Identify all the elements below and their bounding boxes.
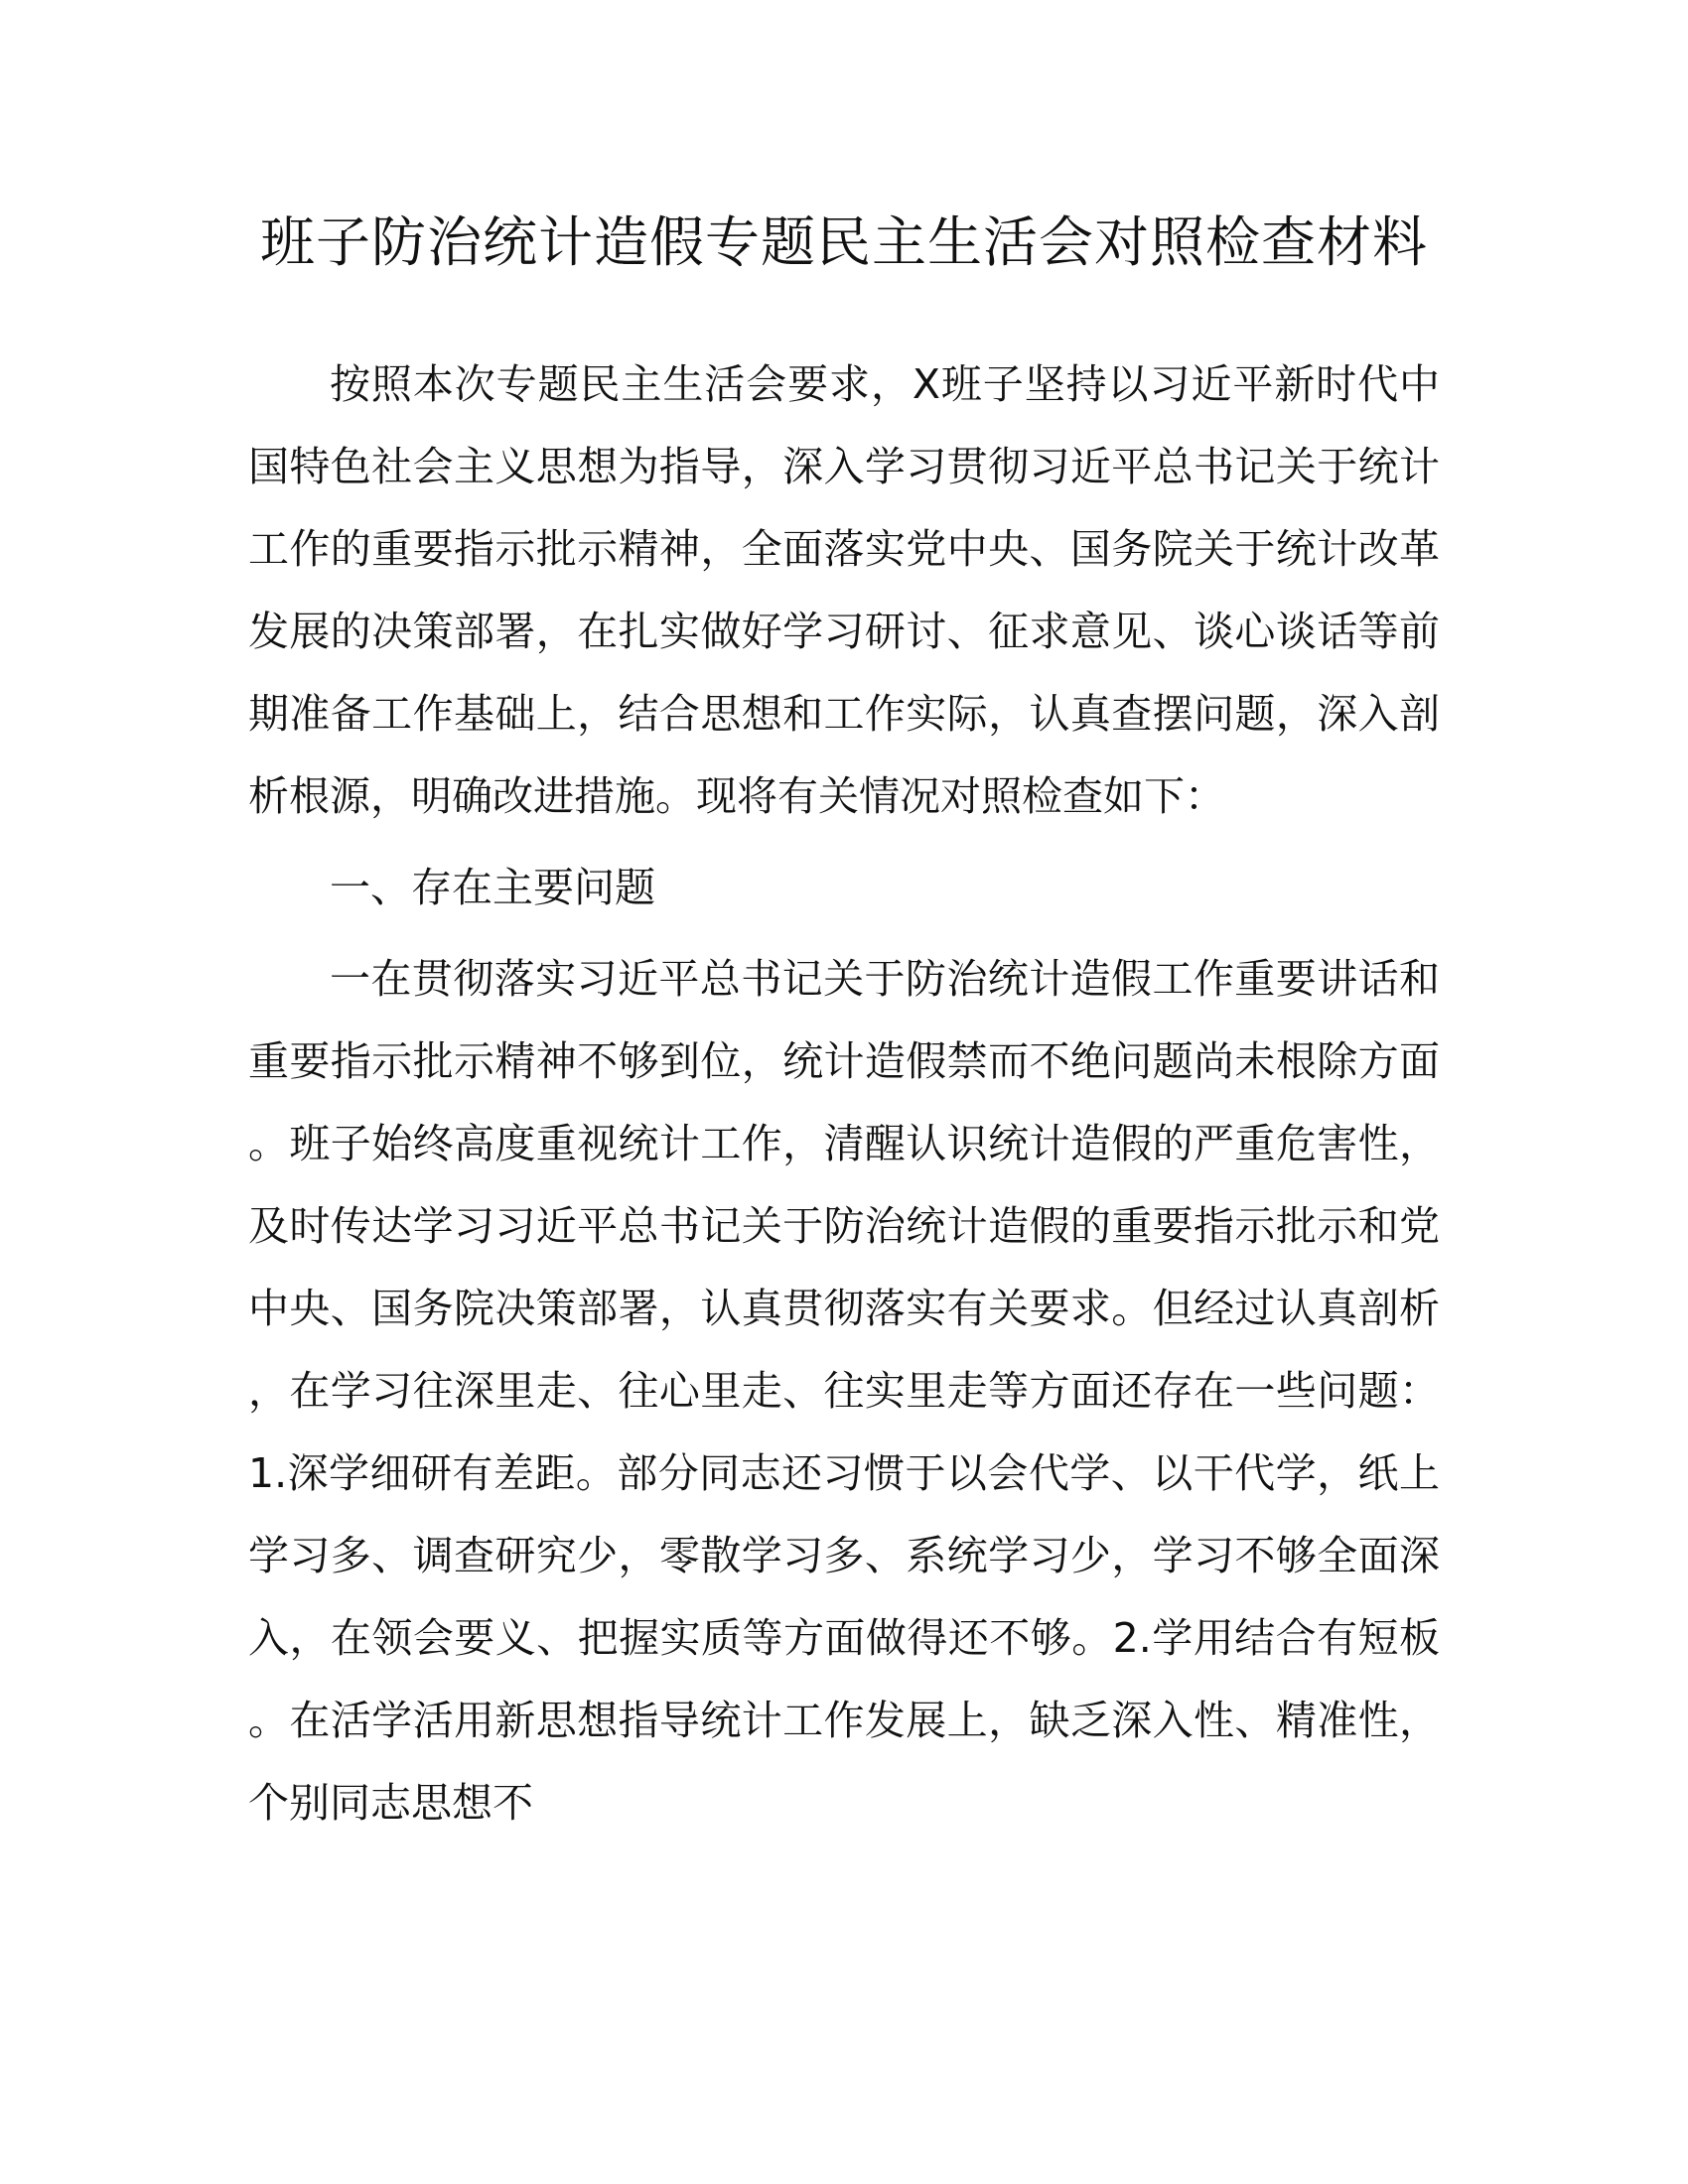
document-body (248, 343, 1440, 1853)
intro-paragraph: 按照本次专题民主生活会要求，X班子坚持以习近平新时代中国特色社会主义思想为指导，深入学习贯彻习近平总书记关于统计工作的重要指示批示精神，全面落实党中央、国务院关于统计改革发展的决策部署，在扎实做好学习研讨、征求意见、谈心谈话等前期准备工作基础上，结合思想和工作实际，认真查摆问题，深入剖析根源，明确改进措施。现将有关情况对照检查如下： (248, 360, 1440, 820)
problem-paragraph: 一在贯彻落实习近平总书记关于防治统计造假工作重要讲话和重要指示批示精神不够到位，统计造假禁而不绝问题尚未根除方面。班子始终高度重视统计工作，清醒认识统计造假的严重危害性，及时传达学习习近平总书记关于防治统计造假的重要指示批示和党中央、国务院决策部署，认真贯彻落实有关要求。但经过认真剖析，在学习往深里走、往心里走、往实里走等方面还存在一些问题：1.深学细研有差距。部分同志还习惯于以会代学、以干代学，纸上学习多、调查研究少，零散学习多、系统学习少，学习不够全面深入，在领会要义、把握实质等方面做得还不够。2.学用结合有短板。在活学活用新思想指导统计工作发展上，缺乏深入性、精准性，个别同志思想不 (248, 955, 1440, 1827)
section-heading: 一、存在主要问题 (330, 864, 655, 911)
document-title: 班子防治统计造假专题民主生活会对照检查材料 (259, 210, 1428, 274)
